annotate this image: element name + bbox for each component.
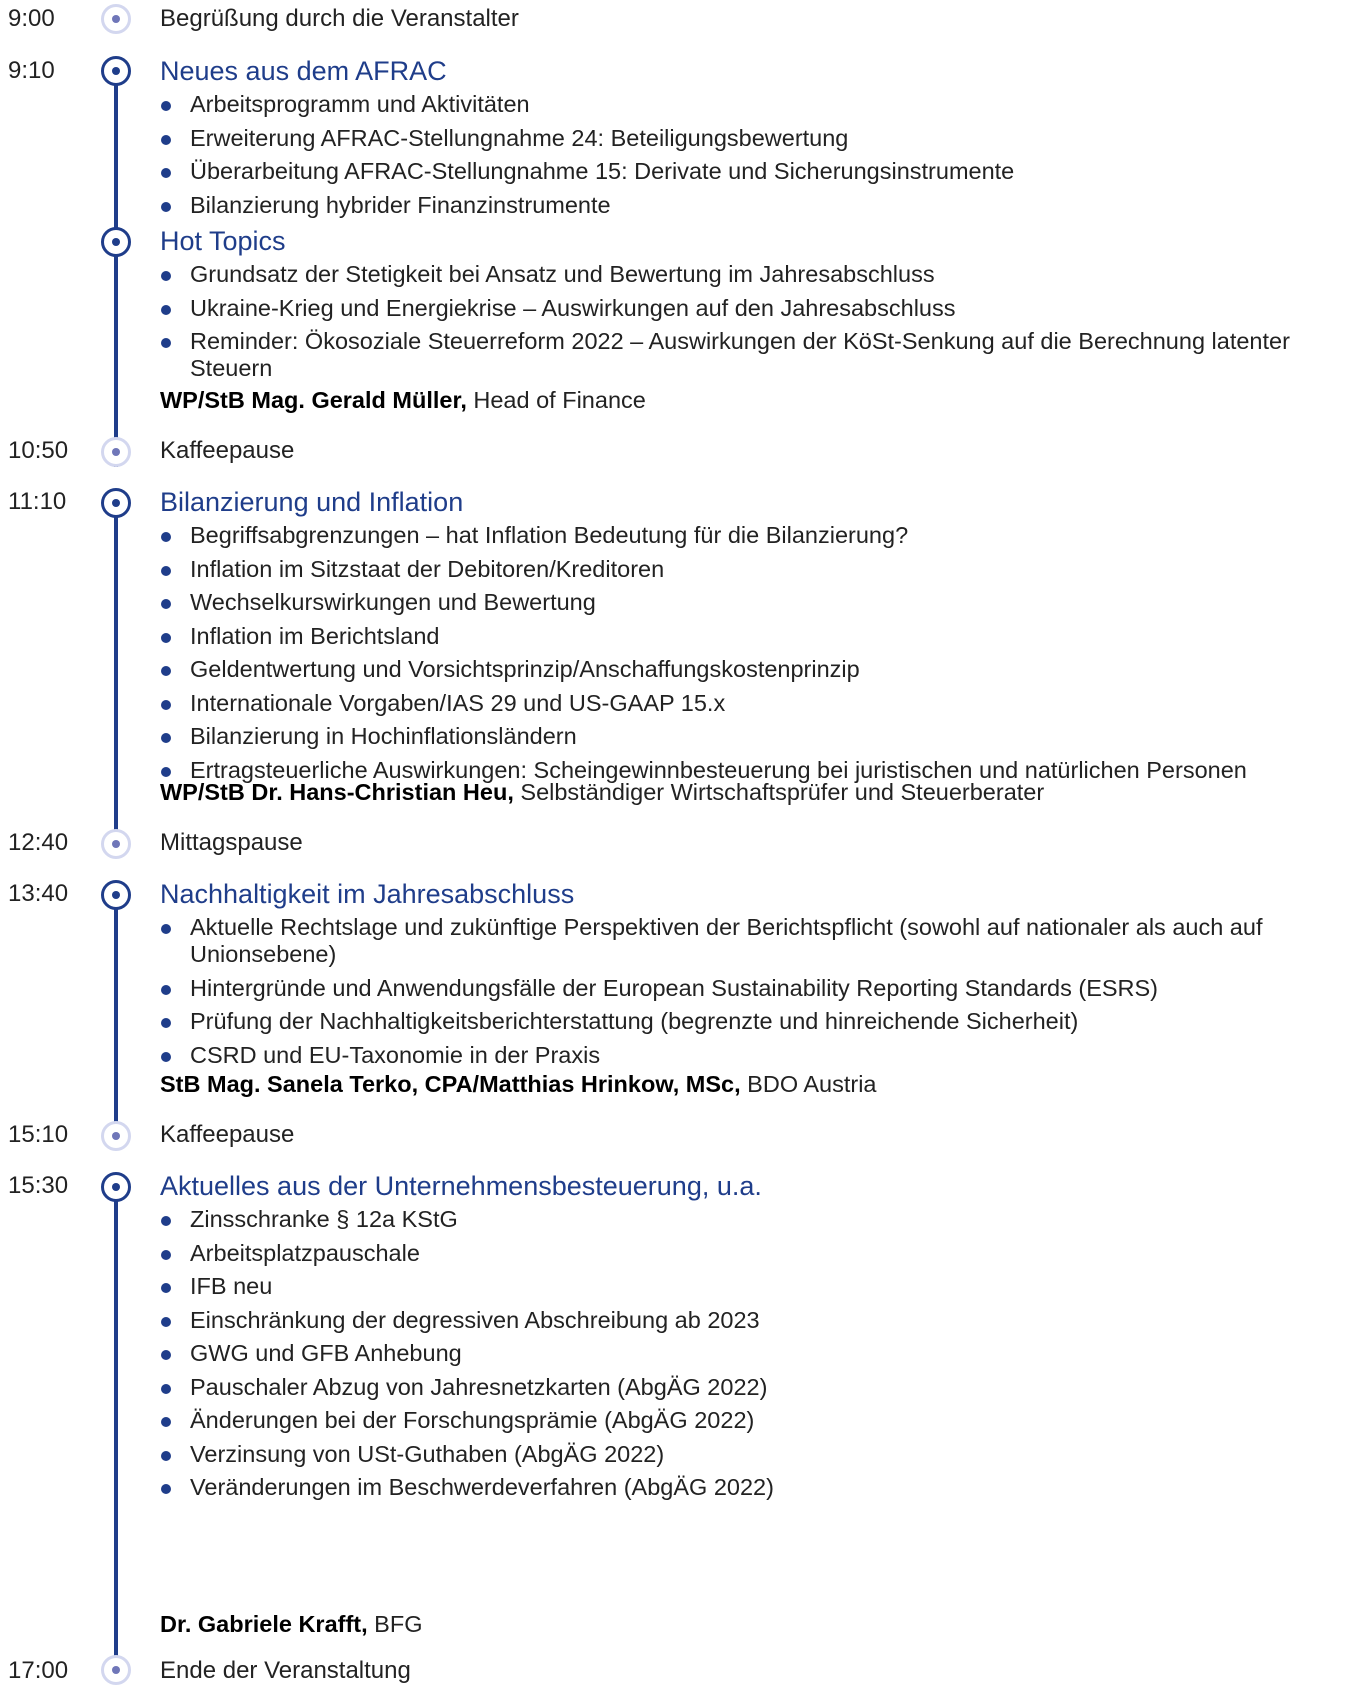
list-item: Erweiterung AFRAC-Stellungnahme 24: Beteiligungsbewertung xyxy=(160,125,1360,152)
entry-title: Kaffeepause xyxy=(160,437,295,464)
session-title: Aktuelles aus der Unternehmensbesteuerung, u.a. xyxy=(160,1171,762,1201)
list-item: Bilanzierung in Hochinflationsländern xyxy=(160,723,1360,750)
list-item: Wechselkurswirkungen und Bewertung xyxy=(160,589,1360,616)
speaker-role: BFG xyxy=(367,1611,423,1637)
list-item: Verzinsung von USt-Guthaben (AbgÄG 2022) xyxy=(160,1441,1360,1468)
session-title: Bilanzierung und Inflation xyxy=(160,487,464,517)
topic-list xyxy=(160,1206,1360,1508)
list-item: Pauschaler Abzug von Jahresnetzkarten (AbgÄG 2022) xyxy=(160,1374,1360,1401)
speaker-role: Selbständiger Wirtschaftsprüfer und Steuerberater xyxy=(513,779,1045,805)
speaker-line xyxy=(160,1609,423,1639)
time-label: 12:40 xyxy=(8,829,69,856)
timeline-line xyxy=(114,892,118,1150)
list-item: IFB neu xyxy=(160,1273,1360,1300)
timeline-dot-icon xyxy=(101,1121,131,1151)
list-item: Bilanzierung hybrider Finanzinstrumente xyxy=(160,192,1360,219)
speaker-role: Head of Finance xyxy=(466,387,646,413)
list-item: Aktuelle Rechtslage und zukünftige Perspektiven der Berichtspflicht (sowohl auf nationaler als auch auf Unionsebene) xyxy=(160,914,1360,968)
list-item: Hintergründe und Anwendungsfälle der European Sustainability Reporting Standards (ESRS) xyxy=(160,975,1360,1002)
list-item: Zinsschranke § 12a KStG xyxy=(160,1206,1360,1233)
speaker-line xyxy=(160,385,646,415)
speaker-role: BDO Austria xyxy=(740,1071,877,1097)
entry-title: Kaffeepause xyxy=(160,1121,295,1148)
session-title: Nachhaltigkeit im Jahresabschluss xyxy=(160,879,575,909)
entry-title: Begrüßung durch die Veranstalter xyxy=(160,5,519,32)
entry-title: Mittagspause xyxy=(160,829,303,856)
list-item: Überarbeitung AFRAC-Stellungnahme 15: Derivate und Sicherungsinstrumente xyxy=(160,158,1360,185)
list-item: Arbeitsprogramm und Aktivitäten xyxy=(160,91,1360,118)
session-title: Neues aus dem AFRAC xyxy=(160,56,447,86)
list-item: Grundsatz der Stetigkeit bei Ansatz und Bewertung im Jahresabschluss xyxy=(160,261,1360,288)
timeline-dot-icon xyxy=(101,488,131,518)
timeline-dot-icon xyxy=(101,880,131,910)
list-item: Begriffsabgrenzungen – hat Inflation Bedeutung für die Bilanzierung? xyxy=(160,522,1360,549)
topic-list xyxy=(160,261,1360,389)
time-label: 15:30 xyxy=(8,1172,69,1199)
list-item: Einschränkung der degressiven Abschreibung ab 2023 xyxy=(160,1307,1360,1334)
speaker-name: Dr. Gabriele Krafft, xyxy=(160,1611,368,1637)
list-item: Arbeitsplatzpauschale xyxy=(160,1240,1360,1267)
list-item: Ukraine-Krieg und Energiekrise – Auswirkungen auf den Jahresabschluss xyxy=(160,295,1360,322)
time-label: 17:00 xyxy=(8,1657,69,1684)
time-label: 15:10 xyxy=(8,1121,69,1148)
entry-title: Ende der Veranstaltung xyxy=(160,1657,411,1684)
time-label: 10:50 xyxy=(8,437,69,464)
topic-list xyxy=(160,91,1360,225)
list-item: Veränderungen im Beschwerdeverfahren (AbgÄG 2022) xyxy=(160,1474,1360,1501)
speaker-line xyxy=(160,1069,876,1099)
list-item: Prüfung der Nachhaltigkeitsberichterstattung (begrenzte und hinreichende Sicherheit) xyxy=(160,1008,1360,1035)
speaker-line xyxy=(160,777,1044,807)
time-label: 9:10 xyxy=(8,57,55,84)
session-title: Hot Topics xyxy=(160,226,286,256)
list-item: Inflation im Sitzstaat der Debitoren/Kreditoren xyxy=(160,556,1360,583)
list-item: Änderungen bei der Forschungsprämie (AbgÄG 2022) xyxy=(160,1407,1360,1434)
timeline-dot-icon xyxy=(101,4,131,34)
timeline-line xyxy=(114,1184,118,1664)
timeline-dot-icon xyxy=(101,227,131,257)
list-item: CSRD und EU-Taxonomie in der Praxis xyxy=(160,1042,1360,1069)
list-item: GWG und GFB Anhebung xyxy=(160,1340,1360,1367)
list-item: Internationale Vorgaben/IAS 29 und US-GAAP 15.x xyxy=(160,690,1360,717)
topic-list xyxy=(160,914,1360,1075)
timeline-line xyxy=(114,500,118,858)
timeline-line xyxy=(114,70,118,467)
timeline-dot-icon xyxy=(101,1655,131,1685)
speaker-name: WP/StB Dr. Hans-Christian Heu, xyxy=(160,779,514,805)
time-label: 9:00 xyxy=(8,5,55,32)
speaker-name: WP/StB Mag. Gerald Müller, xyxy=(160,387,467,413)
list-item: Ertragsteuerliche Auswirkungen: Scheingewinnbesteuerung bei juristischen und natürlichen Personen xyxy=(160,757,1360,784)
timeline-dot-icon xyxy=(101,829,131,859)
timeline-dot-icon xyxy=(101,1172,131,1202)
list-item: Inflation im Berichtsland xyxy=(160,623,1360,650)
list-item: Reminder: Ökosoziale Steuerreform 2022 – Auswirkungen der KöSt-Senkung auf die Berechnung latenter Steuern xyxy=(160,328,1360,382)
speaker-name: StB Mag. Sanela Terko, CPA/Matthias Hrinkow, MSc, xyxy=(160,1071,741,1097)
list-item: Geldentwertung und Vorsichtsprinzip/Anschaffungskostenprinzip xyxy=(160,656,1360,683)
time-label: 11:10 xyxy=(8,488,67,515)
time-label: 13:40 xyxy=(8,880,69,907)
topic-list xyxy=(160,522,1360,790)
timeline-dot-icon xyxy=(101,56,131,86)
timeline-dot-icon xyxy=(101,437,131,467)
